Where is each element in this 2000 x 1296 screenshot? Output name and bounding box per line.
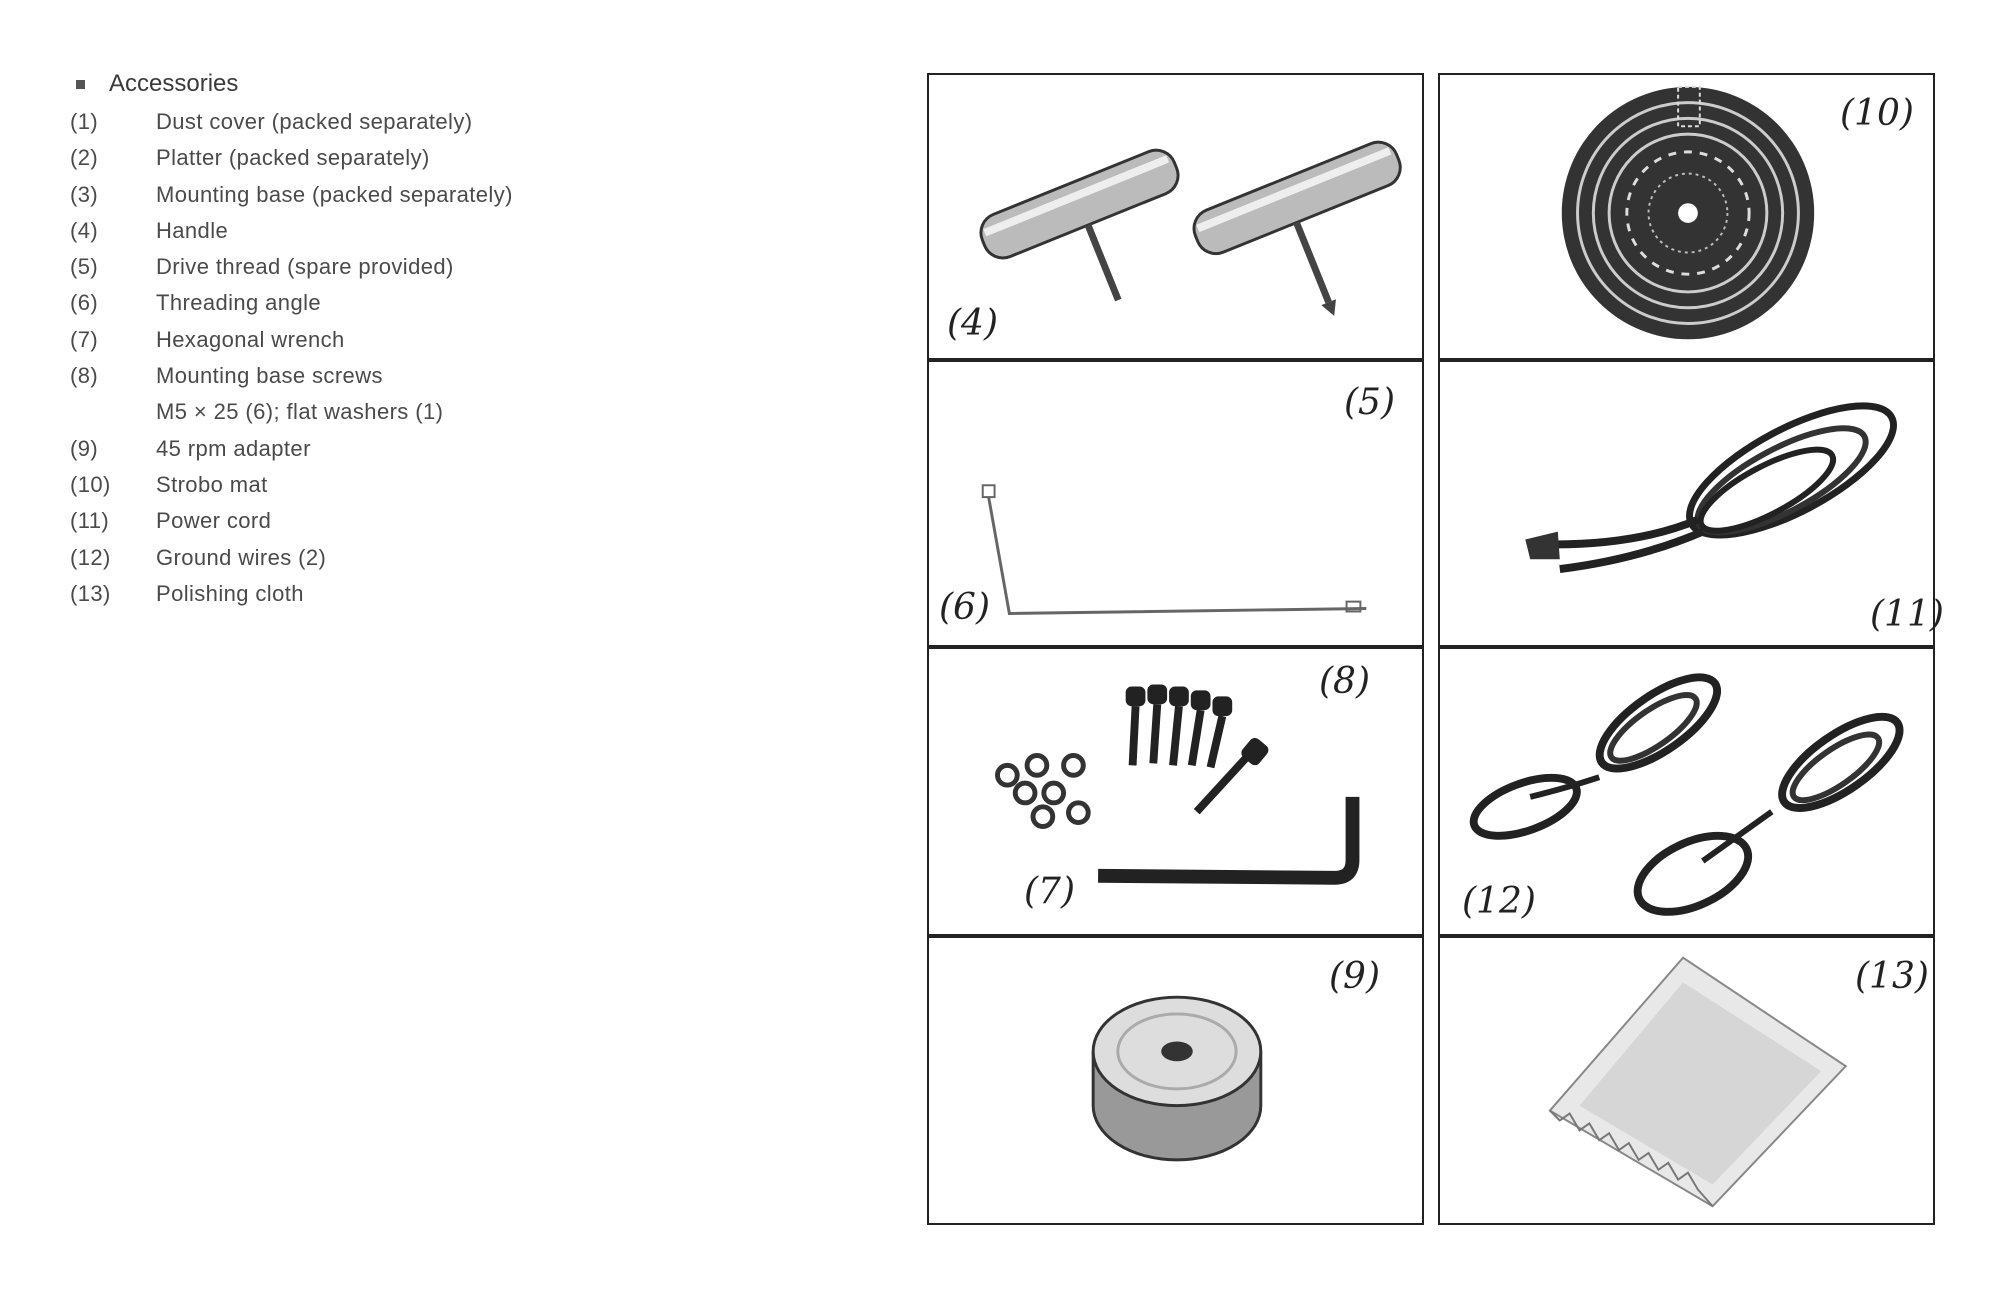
list-item-continuation: M5 × 25 (6); flat washers (1) bbox=[156, 399, 444, 425]
photo-screws-wrench bbox=[927, 647, 1424, 936]
label-threading-angle: (6) bbox=[939, 587, 990, 628]
photo-adapter bbox=[927, 936, 1424, 1225]
photo-drive-thread bbox=[927, 360, 1424, 647]
label-drive-thread: (5) bbox=[1344, 382, 1395, 423]
bullet-icon bbox=[76, 80, 85, 89]
photo-ground-wires bbox=[1438, 647, 1935, 936]
photo-polishing-cloth bbox=[1438, 936, 1935, 1225]
label-polishing-cloth: (13) bbox=[1855, 956, 1929, 997]
list-item: (9) 45 rpm adapter bbox=[70, 435, 311, 461]
accessories-list bbox=[70, 70, 710, 612]
label-handle: (4) bbox=[947, 303, 998, 344]
list-item: (2) Platter (packed separately) bbox=[70, 145, 430, 171]
label-screws: (8) bbox=[1319, 661, 1370, 702]
label-wrench: (7) bbox=[1024, 871, 1075, 912]
list-item: (1) Dust cover (packed separately) bbox=[70, 109, 473, 134]
power-cord-icon bbox=[1440, 362, 1933, 645]
accessories-heading bbox=[70, 70, 710, 98]
list-item: (10) Strobo mat bbox=[70, 471, 268, 497]
photo-strobo-mat bbox=[1438, 73, 1935, 360]
list-item: (12) Ground wires (2) bbox=[70, 544, 327, 570]
list-item: (8) Mounting base screws bbox=[70, 363, 383, 389]
list-item: (6) Threading angle bbox=[70, 290, 322, 316]
list-item: (13) Polishing cloth bbox=[70, 580, 304, 606]
accessories-title: Accessories bbox=[109, 70, 239, 97]
handle-icon bbox=[929, 75, 1422, 358]
label-strobo-mat: (10) bbox=[1840, 93, 1914, 134]
list-item: (11) Power cord bbox=[70, 508, 272, 534]
accessories-photo-grid bbox=[927, 73, 1944, 1225]
photo-power-cord bbox=[1438, 360, 1944, 647]
label-power-cord: (11) bbox=[1870, 594, 1944, 635]
list-item: (4) Handle bbox=[70, 217, 229, 243]
list-item: (5) Drive thread (spare provided) bbox=[70, 254, 454, 280]
label-ground-wires: (12) bbox=[1462, 881, 1536, 922]
label-adapter: (9) bbox=[1329, 956, 1380, 997]
photo-handle bbox=[927, 73, 1424, 360]
list-item: (7) Hexagonal wrench bbox=[70, 326, 345, 352]
list-item: (3) Mounting base (packed separately) bbox=[70, 181, 513, 207]
